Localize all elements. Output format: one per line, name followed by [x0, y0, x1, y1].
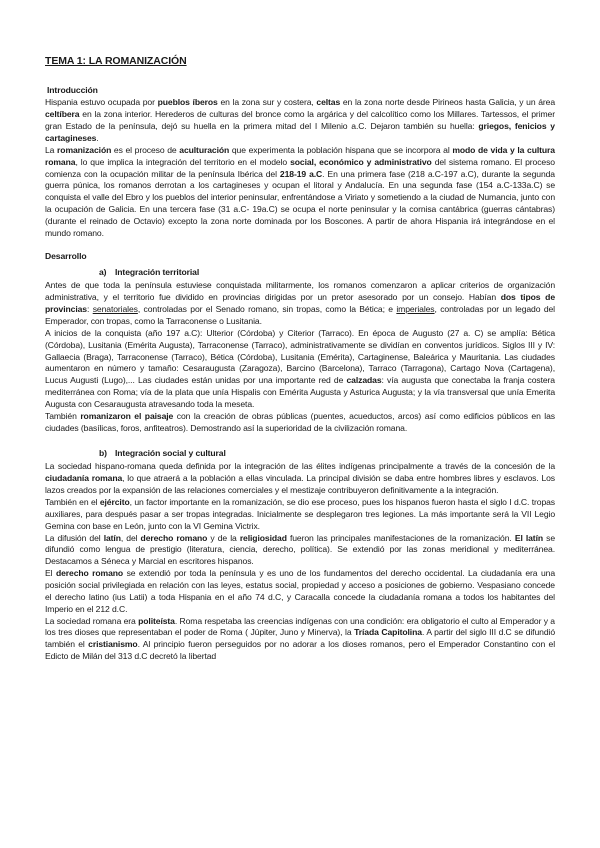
bold-term: romanización — [57, 144, 112, 155]
text-run: A inicios de la conquista (año 197 a.C): Ulterior (Córdoba) y Citerior (Tarraco). En época de Augusto (27 a. C) se amplía: Bética (Córdoba), Lusitania (Emérita Augusta), Tarraconense (Tarraco), administrativamente se dividían en conventos jurídicos. Siglos III y IV: Gallaecia (Braga), Tarraconense (Tarraco), Bética (Córdoba), Lusitania (Emérita), Cartaginense, Baleárica y Mauritania. Las ciudades aumentaron en número y tamaño: Cesaraugusta (Zaragoza), Barcino (Barcelona), Tarraco (Tarragona), Cartago Nova (Cartagena), Lucus Augusti (Lugo),... Las ciudades están unidas por una importante red de — [45, 327, 555, 386]
subsection-title: Integración social y cultural — [115, 447, 226, 458]
text-run: . Al principio fueron perseguidos por no adorar a los dioses romanos, pero el Emperador Constantino con el Edicto de Milán del 313 d.C decretó la libertad — [45, 639, 556, 662]
subsection-letter: b) — [99, 447, 107, 458]
bold-term: calzadas — [346, 375, 382, 386]
underlined-term: imperiales — [396, 304, 435, 315]
section-heading-introduccion: Introducción — [47, 85, 98, 96]
text-run: El — [45, 568, 56, 579]
bold-term: El latín — [514, 532, 544, 543]
text-run: También en el — [45, 496, 100, 507]
text-run: fueron las principales manifestaciones de la romanización. — [286, 532, 515, 543]
subsection-title: Integración territorial — [115, 266, 200, 277]
paragraph — [45, 411, 555, 435]
text-run: , un factor importante en la romanización, se dio ese proceso, pues los hispanos fueron hasta el siglo I d.C. tropas auxiliares, para después pasar a ser tropas integradas. Inicialmente se desplegaron tres legiones. La más importante será la VII Legio Gemina con base en León, junto con la VI Gemina Victrix. — [45, 496, 556, 531]
subsection-heading-b — [45, 448, 555, 460]
text-run: , controladas por el Senado romano, sin tropas, como la Bética; e — [137, 304, 397, 315]
bold-term: latín — [103, 532, 121, 543]
paragraph — [45, 328, 555, 411]
text-run: La sociedad hispano-romana queda definida por la integración de las élites indígenas principalmente a través de la concesión de la — [45, 461, 555, 472]
text-run: , lo que implica la integración del territorio en el modelo — [75, 156, 291, 167]
text-run: que experimenta la población hispana que se incorpora al — [229, 144, 453, 155]
document-title: TEMA 1: LA ROMANIZACIÓN — [45, 55, 187, 67]
text-run: : vía augusta que conectaba la franja costera mediterránea con Roma; vía de la plata que unía Hispalis con Emérita Augusta y Asturica Augusta; y la vía transversal que unía Emerita Augusta con Cesaraugusta atravesando toda la meseta. — [45, 375, 555, 409]
text-run: . En una primera fase (218 a.C-197 a.C), durante la segunda guerra púnica, los romanos derrotan a los cartagineses y ocupan el litoral y Andalucía. En una segunda fase (154 a.C-133a.C) se conquista el valle del Ebro y los pueblos del interior peninsular, enfrentándose a Viriato y sometiendo a la ciudad de Numancia, junto con la ocupación de Galicia. En una tercera fase (31 a.C- 19a.C) se ocupa el norte peninsular y la cornisa cantábrica (guerras cántabras) (durante el reinado de Octavio) excepto la zona norte dominada por los Boscones. A partir de ahora Hispania irá integrándose en el mundo romano. — [45, 168, 555, 238]
bold-term: aculturación — [179, 144, 230, 155]
bold-term: derecho romano — [140, 532, 208, 543]
subsection-heading-a — [45, 267, 555, 279]
paragraph — [45, 533, 555, 569]
text-run: del sistema romano. El proceso comienza con la ocupación militar de la península Ibérica del — [45, 156, 555, 179]
text-run: y de la — [207, 532, 240, 543]
text-run: es el proceso de — [111, 144, 180, 155]
bold-term: derecho romano — [55, 568, 124, 579]
bold-term: cristianismo — [88, 639, 138, 650]
text-run: en la zona sur y costera, — [217, 97, 317, 108]
bold-term: social, económico y administrativo — [290, 156, 432, 167]
bold-term: romanizaron el paisaje — [80, 410, 174, 421]
text-run: Antes de que toda la península estuviese conquistada militarmente, los romanos comenzaron a aplicar criterios de organización administrativa, y el territorio fue dividido en provincias dirigidas por un pretor asesorado por un consejo. Habían — [45, 280, 555, 303]
text-run: , controladas por un legado del Emperador, con tropas, como la Tarraconense o Lusitania. — [45, 304, 555, 326]
bold-term: religiosidad — [239, 532, 287, 543]
text-run: se difundió como lengua de prestigio (literatura, ciencia, derecho, política). Se extendió por las zonas meridional y mediterránea. Destacamos a Séneca y Marcial en escritores hispanos. — [45, 532, 556, 567]
text-run: La sociedad romana era — [45, 615, 139, 626]
section-heading-desarrollo: Desarrollo — [45, 250, 87, 261]
paragraph — [45, 497, 555, 533]
bold-term: modo de vida y la cultura romana — [45, 144, 555, 167]
text-run: . — [96, 132, 99, 143]
underlined-term: senatoriales — [92, 304, 138, 315]
text-run: . Roma respetaba las creencias indígenas con una condición: era obligatorio el culto al Emperador y a los tres dioses que representaban el poder de Roma ( Júpiter, Juno y Minerva), la — [45, 615, 555, 638]
paragraph — [45, 280, 555, 327]
paragraph — [45, 568, 555, 615]
bold-term: celtíbera — [45, 109, 80, 120]
subsection-letter: a) — [99, 266, 107, 277]
text-run: , lo que atraerá a la población a ellas vinculada. La principal división se daba entre hombres libres y esclavos. Los lazos creados por la expansión de las relaciones comerciales y el mestizaje contribuyeron definitivamente a la integración. — [45, 473, 556, 496]
text-run: se extendió por toda la península y es uno de los fundamentos del derecho occidental. La ciudadanía era una posición social privilegiada en relación con las leyes, estatus social, propiedad y acceso a posiciones de gobierno. Vespasiano concede el derecho latino (ius Latii) a toda Hispania en el año 74 d.C, y Caracalla concede la ciudadanía romana a todos los habitantes del Imperio en el 212 d.C. — [45, 568, 555, 614]
paragraph — [45, 145, 555, 240]
bold-term: pueblos íberos — [157, 97, 218, 108]
bold-term: Tríada Capitolina — [354, 627, 422, 638]
text-run: , del — [120, 532, 141, 543]
bold-term: ciudadanía romana — [45, 473, 123, 484]
bold-term: ejército — [99, 496, 130, 507]
bold-term: celtas — [316, 97, 341, 108]
paragraph — [45, 461, 555, 497]
bold-term: griegos, fenicios y cartagineses — [45, 121, 555, 143]
paragraph — [45, 97, 555, 144]
text-run: . A partir del siglo III d.C se difundió también el — [45, 627, 555, 650]
text-run: en la zona interior. Herederos de culturas del bronce como la argárica y del calcolítico como los Millares. Tartessos, el primer gran Estado de la península, dejó su huella en la primera mitad del I Milenio a.C. Dejaron también su huella: — [45, 109, 555, 132]
text-run: Hispania estuvo ocupada por — [45, 97, 158, 108]
text-run: con la creación de obras públicas (puentes, acueductos, arcos) así como edificios públicos en las ciudades (basílicas, foros, anfiteatros). Demostrando así la superioridad de la civilización romana. — [45, 410, 555, 433]
text-run: en la zona norte desde Pirineos hasta Galicia, y un área — [340, 97, 556, 108]
bold-term: dos tipos de provincias — [45, 292, 555, 315]
bold-term: politeísta — [138, 615, 175, 626]
paragraph — [45, 616, 555, 663]
text-run: La — [45, 144, 58, 155]
text-run: : — [87, 304, 93, 315]
text-run: También — [45, 410, 81, 421]
text-run: La difusión del — [45, 532, 104, 543]
bold-term: 218-19 a.C — [279, 168, 323, 179]
